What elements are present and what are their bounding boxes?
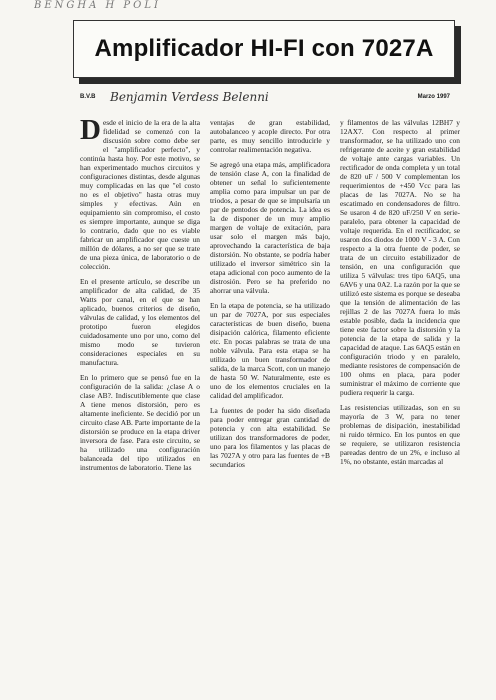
article-column-2 xyxy=(210,118,330,693)
paragraph: En la etapa de potencia, se ha utilizado un par de 7027A, por sus especiales características de buen diseño, buena disipación calórica, filamento eficiente etc. En pocas palabras se trata de una noble válvula. Para esta etapa se ha utilizado un buen transformador de salida, de la marca Scott, con un manejo de hasta 50 W. Naturalmente, este es uno de los elementos cruciales en la calidad del amplificador. xyxy=(210,301,330,400)
paragraph: Las resistencias utilizadas, son en su mayoría de 3 W, para no tener problemas de disipación, inestabilidad ni ruido térmico. En los puntos en que se requiere, se utilizaron resistencia pareadas dentro de un 2%, e incluso al 1%, no obstante, están marcadas al xyxy=(340,403,460,466)
title-box xyxy=(73,20,455,78)
paragraph: ventajas de gran estabilidad, autobalanceo y acople directo. Por otra parte, es muy sencillo introducirle y controlar realimentación negativa. xyxy=(210,118,330,154)
paragraph: Se agregó una etapa más, amplificadora de tensión clase A, con la finalidad de obtener un señal lo suficientemente amplia como para impulsar un par de triodos, a pesar de que se impulsaría un par de pentodos de potencia. La idea es la de disponer de un muy amplio margen de voltaje de exitación, para usar solo el margen más bajo, aprovechando la característica de baja distorsión. No obstante, se podría haber utilizado el inversor simétrico sin la etapa adicional con poco aumento de la distrosión. Pero se ha preferido no ahorrar una válvula. xyxy=(210,160,330,295)
page-title: Amplificador HI-FI con 7027A xyxy=(94,35,434,62)
paragraph: y filamentos de las válvulas 12BH7 y 12AX7. Con respecto al primer transformador, se ha utilizado uno con refrigerante de aceite y gran estabilidad de voltaje ante cargas variables. Un rectificador de onda completa y un total de 820 uF / 500 V complementan los requerimientos de +450 Vcc para las placas de las 7027A. No se ha escatimado en condensadores de filtro. Se usaron 4 de 820 uF/250 V en serie-paralelo, para obtener la capacidad de voltaje requerida. En el rectificador, se usaron dos diodos de 1000 V - 3 A. Con respecto a la otra fuente de poder, se trata de un circuito estabilizador de tensión, en una configuración que utiliza 5 válvulas: tres tipo 6AQ5, una 6AV6 y una 0A2. La razón por la que se utilizó este sistema es porque se deseaba que la tensión de alimentación de las rejillas 2 de las 7027A fuera lo más estable posible, dada la incidencia que tiene este factor sobre la distorsión y la potencia de la etapa de salida y la capacidad de ataque. Las 6AQ5 están en configuración triodo y en paralelo, mediante resistores de compensación de 100 ohms en placa, para poder suministrar el máximo de corriente que pudiera requerir la carga. xyxy=(340,118,460,397)
paragraph-text: esde el inicio de la era de la alta fidelidad se comenzó con la discusión sobre como debe ser el "amplificador perfecto", y continúa hasta hoy. Por este motivo, se han experimentado muchos circuitos y configuraciones distintas, desde algunas muy complicadas en las que "el costo no es el objetivo" hasta otras muy simples y efectivas. Aún en equipamiento sin compromiso, el costo es siempre importante, aunque se diga lo contrario, dado que no es viable fabricar un amplificador que cueste un millón de dólares, a no ser que se trate de una pieza única, de laboratorio o de colección. xyxy=(80,118,200,271)
paragraph xyxy=(80,118,200,271)
handwritten-note: BENGHA H POLI xyxy=(34,0,161,11)
publication-date: Marzo 1997 xyxy=(417,94,450,100)
drop-cap: D xyxy=(80,118,101,146)
article-body xyxy=(80,118,470,693)
article-column-3 xyxy=(340,118,460,693)
author-initials: B.V.B xyxy=(80,94,96,100)
article-column-1 xyxy=(80,118,200,693)
paragraph: En lo primero que se pensó fue en la configuración de la salida: ¿clase A o clase AB?. Indiscutiblemente que clase A tiene menos distorsión, pero es altamente ineficiente. Se decidió por un circuito clase AB. Parte importante de la distorsión se produce en la etapa driver inversora de fase. Para este circuito, se ha utilizado una configuración balanceada del tipo utilizados en instrumentos de laboratorio. Tiene las xyxy=(80,373,200,472)
paragraph: En el presente artículo, se describe un amplificador de alta calidad, de 35 Watts por canal, en el que se han aplicado, buenos criterios de diseño, válvulas de calidad, y los elementos del prototipo fueron elegidos cuidadosamente uno por uno, como del mismo modo se tuvieron consideraciones especiales en su manufactura. xyxy=(80,277,200,367)
author-signature: Benjamin Verdess Belenni xyxy=(110,90,269,104)
byline xyxy=(80,90,450,112)
paragraph: La fuentes de poder ha sido diseñada para poder entregar gran cantidad de potencia y con alta estabilidad. Se utilizan dos transformadores de poder, uno para los filamentos y las placas de las 7027A y otro para las fuentes de +B secundarios xyxy=(210,406,330,469)
